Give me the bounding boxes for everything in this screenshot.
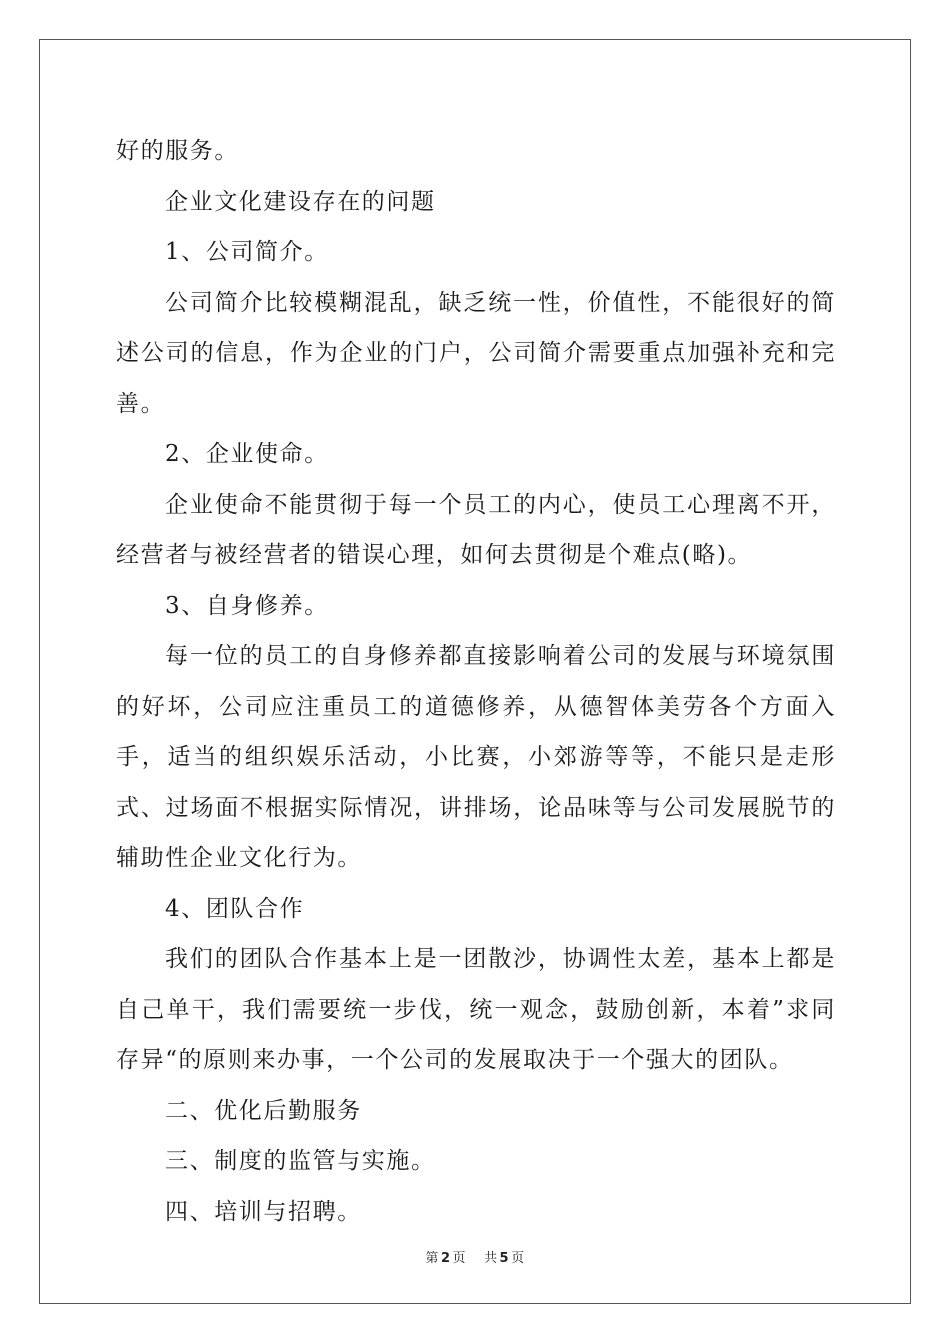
page-prefix: 第 [425, 1251, 439, 1266]
paragraph: 好的服务。 [116, 138, 239, 164]
paragraph: 企业使命不能贯彻于每一个员工的内心，使员工心理离不开，经营者与被经营者的错误心理，如何去贯彻是个难点(略)。 [116, 491, 836, 568]
paragraph: 每一位的员工的自身修养都直接影响着公司的发展与环境氛围的好坏，公司应注重员工的道德修养，从德智体美劳各个方面入手，适当的组织娱乐活动，小比赛，小郊游等等，不能只是走形式、过场面不根据实际情况，讲排场，论品味等与公司发展脱节的辅助性企业文化行为。 [116, 643, 836, 871]
document-body [116, 126, 836, 1237]
total-prefix: 共 [484, 1251, 498, 1266]
page-number: 2 [440, 1251, 451, 1266]
page-footer [0, 1247, 950, 1266]
subheading: 2、企业使命。 [165, 441, 329, 467]
paragraph: 公司简介比较模糊混乱，缺乏统一性，价值性，不能很好的简述公司的信息，作为企业的门户，公司简介需要重点加强补充和完善。 [116, 289, 836, 417]
section-heading: 四、培训与招聘。 [165, 1198, 362, 1225]
subheading: 1、公司简介。 [165, 239, 329, 265]
page-suffix: 页 [452, 1251, 466, 1266]
total-suffix: 页 [511, 1251, 525, 1266]
subheading: 4、团队合作 [165, 895, 305, 922]
section-heading: 企业文化建设存在的问题 [165, 188, 436, 215]
section-heading: 二、优化后勤服务 [165, 1097, 362, 1124]
section-heading: 三、制度的监管与实施。 [165, 1148, 436, 1174]
subheading: 3、自身修养。 [165, 592, 329, 619]
total-pages: 5 [499, 1251, 510, 1266]
paragraph: 我们的团队合作基本上是一团散沙，协调性太差，基本上都是自己单干，我们需要统一步伐，统一观念，鼓励创新，本着”求同存异“的原则来办事，一个公司的发展取决于一个强大的团队。 [116, 946, 836, 1073]
